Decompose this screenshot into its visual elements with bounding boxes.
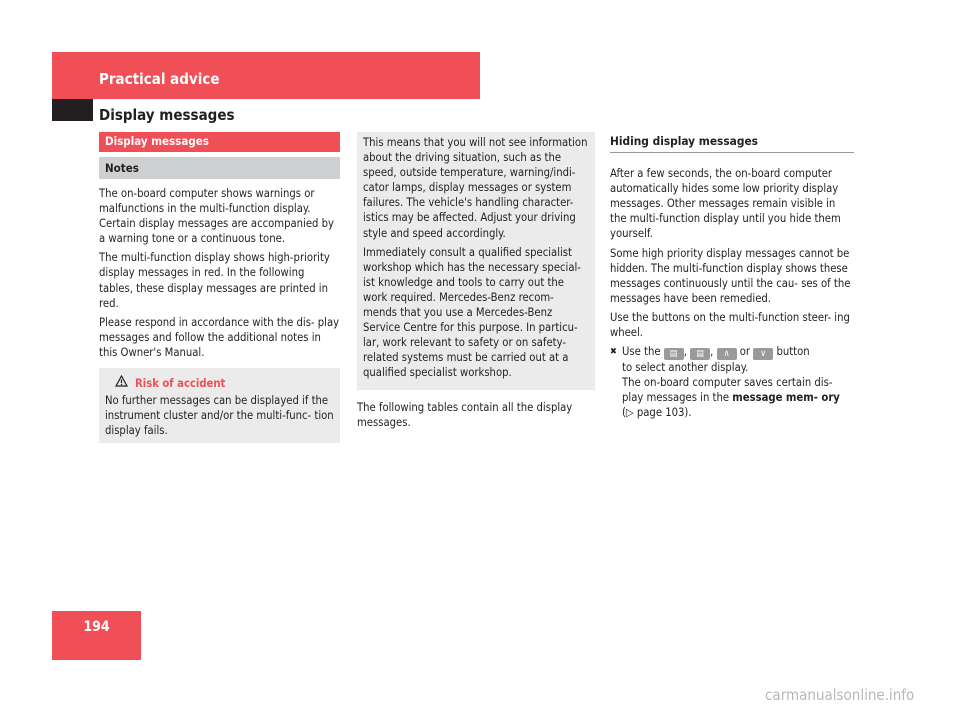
step-text: Use the ▤ , ▤ , ∧ or ∨ button to select another display. The on-board computer saves certain dis- play messages in the message mem- ory (▷ page 103). bbox=[622, 345, 840, 420]
paragraph: The on-board computer shows warnings or malfunctions in the multi-function display. Certain display messages are accompanied by a warning tone or a continuous tone. bbox=[99, 187, 334, 246]
column-1 bbox=[99, 132, 340, 443]
warning-triangle-icon bbox=[115, 375, 129, 391]
paragraph: Use the buttons on the multi-function steer- ing wheel. bbox=[610, 310, 850, 340]
warning-box bbox=[99, 368, 340, 443]
instruction-step bbox=[610, 344, 854, 420]
subheading: Hiding display messages bbox=[610, 134, 854, 153]
down-key-icon: ∨ bbox=[753, 348, 773, 360]
paragraph: Immediately consult a qualified specialist workshop which has the necessary special- ist knowledge and tools to carry out the work required. Mercedes-Benz recom- mends that you use a Mercedes-Benz Service Centre for this purpose. In particu- lar, work relevant to safety or on safety- related systems must be carried out at a qualified specialist workshop. bbox=[363, 245, 581, 380]
paragraph: After a few seconds, the on-board computer automatically hides some low priority display messages. Other messages remain visible in the multi-function display until you hide them yourself. bbox=[610, 167, 841, 241]
display-back-key-icon: ▤ bbox=[664, 348, 684, 360]
paragraph: Please respond in accordance with the dis- play messages and follow the additional notes in this Owner's Manual. bbox=[99, 315, 340, 359]
warning-title-row bbox=[105, 375, 334, 391]
up-key-icon: ∧ bbox=[717, 348, 737, 360]
black-tab bbox=[52, 99, 93, 121]
warning-text: No further messages can be displayed if the instrument cluster and/or the multi-func- tion display fails. bbox=[105, 394, 334, 438]
step-arrow-icon: ✖ bbox=[610, 347, 617, 358]
paragraph: The following tables contain all the display messages. bbox=[357, 400, 573, 429]
paragraph: Some high priority display messages cannot be hidden. The multi-function display shows these messages continuously until the cau- ses of the messages have been remedied. bbox=[610, 246, 851, 305]
page-number: 194 bbox=[83, 619, 110, 635]
subsection-title: Display messages bbox=[99, 106, 235, 124]
column-2 bbox=[357, 132, 595, 434]
warning-title: Risk of accident bbox=[135, 377, 226, 391]
page-number-box bbox=[52, 611, 141, 660]
section-title: Practical advice bbox=[99, 70, 220, 88]
paragraph: This means that you will not see information about the driving situation, such as the speed, outside temperature, warning/indi- cator lamps, display messages or system failures. The vehicle's handling character- istics may be affected. Adjust your driving style and speed accordingly. bbox=[363, 136, 588, 240]
display-forward-key-icon: ▤ bbox=[690, 348, 710, 360]
warning-continued-box bbox=[357, 132, 595, 390]
watermark: carmanualsonline.info bbox=[765, 686, 915, 704]
column-3 bbox=[610, 132, 854, 421]
red-section-heading: Display messages bbox=[99, 132, 340, 152]
paragraph: The multi-function display shows high-priority display messages in red. In the following tables, these display messages are printed in red. bbox=[99, 251, 330, 310]
notes-heading: Notes bbox=[99, 157, 340, 179]
